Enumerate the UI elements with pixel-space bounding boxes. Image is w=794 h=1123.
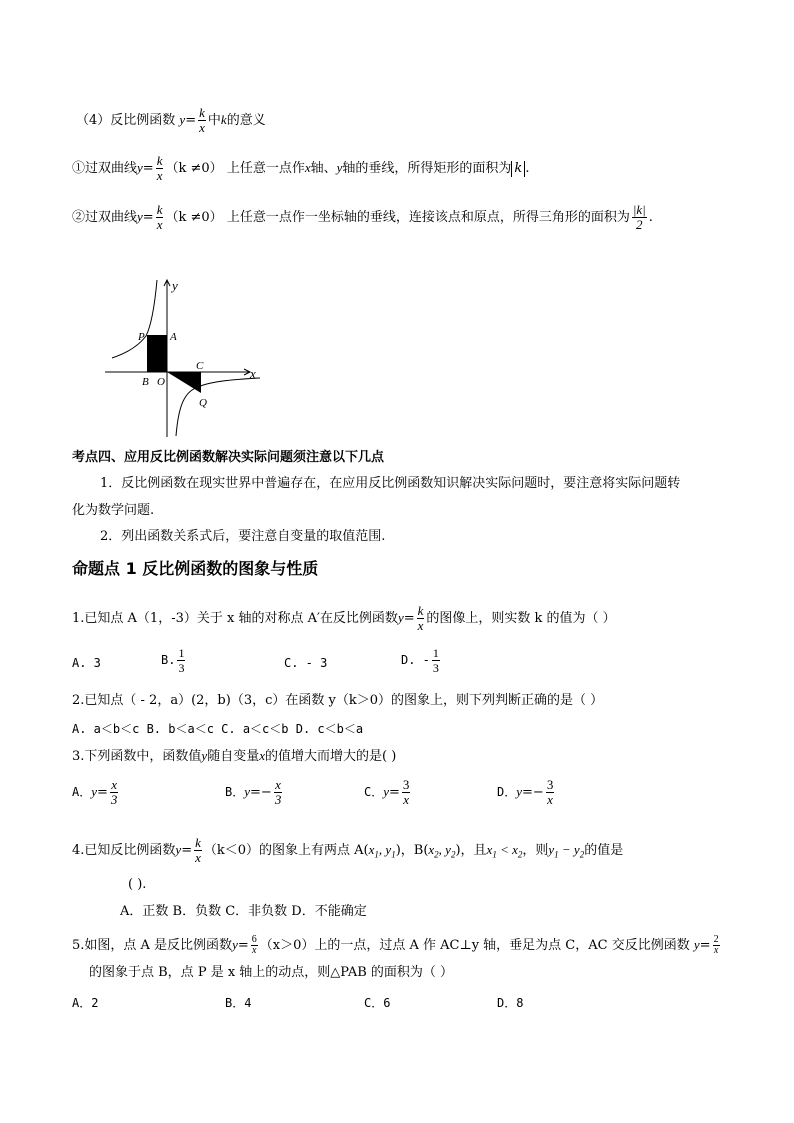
label-Q: Q: [199, 397, 207, 409]
fraction-k-over-x: [194, 836, 202, 865]
p2-pre: ②过双曲线: [72, 210, 138, 225]
opt-label: D．: [497, 785, 517, 799]
eq: =: [181, 843, 193, 858]
den: 2: [636, 217, 643, 232]
kp4-item-1a: 1．反比例函数在现实世界中普遍存在，在应用反比例函数知识解决实际问题时，要注意将实际问题转: [100, 476, 681, 491]
fraction: [177, 646, 185, 675]
question-1: [72, 604, 616, 633]
eq: =: [142, 161, 154, 176]
var-y: y: [232, 937, 238, 952]
fraction-absk-over-2: [632, 203, 647, 232]
q1-pre: 1.已知点 A（1，-3）关于 x 轴的对称点 A′在反比例函数: [72, 611, 398, 626]
den: 3: [274, 792, 282, 807]
q5-option-c[interactable]: C．6: [364, 996, 391, 1010]
num: 1: [178, 646, 185, 660]
fraction: [713, 935, 720, 956]
q3-option-c[interactable]: C．y= $\frac{3}{x}$: [364, 777, 410, 807]
fraction: [274, 778, 283, 807]
q1-option-c[interactable]: C. - 3: [284, 656, 328, 670]
q2-options[interactable]: A. a＜b＜c B. b＜a＜c C. a＜c＜b D. c＜b＜a: [72, 722, 364, 736]
p1-mid3: 轴的垂线，所得矩形的面积为: [342, 161, 512, 176]
s4-text: （4）反比例函数: [76, 113, 176, 128]
q5-option-d[interactable]: D．8: [497, 996, 524, 1010]
var-y: y: [137, 160, 143, 175]
den: x: [403, 792, 410, 807]
label-P: P: [138, 331, 145, 343]
s4-mid: 中: [207, 113, 221, 128]
var-x: x: [304, 160, 311, 175]
var-y: y: [244, 784, 251, 799]
den: x: [195, 850, 201, 865]
curve-lower-right: [176, 378, 260, 436]
fraction: [546, 778, 555, 807]
q4-mid: （k＜0）的图象上有两点 A(: [203, 843, 369, 858]
eq: =: [142, 210, 154, 225]
var-y: y: [175, 842, 182, 857]
label-A: A: [170, 331, 177, 343]
den: x: [156, 168, 163, 183]
kp4-item-2: 2．列出函数关系式后，要注意自变量的取值范围.: [100, 529, 386, 544]
num: k: [156, 153, 163, 168]
abs-k: k: [511, 161, 525, 177]
fraction-k-over-x: [198, 106, 206, 135]
triangle-shaded: [167, 372, 201, 393]
fraction: [110, 778, 119, 807]
var-y: y: [91, 784, 98, 799]
p2-end: .: [648, 210, 653, 225]
property-1: [72, 154, 529, 183]
num: k: [199, 105, 205, 120]
section-kp4-title: 考点四、应用反比例函数解决实际问题须注意以下几点: [72, 450, 385, 465]
q3-option-b[interactable]: B．y=− $\frac{x}{3}$: [225, 777, 282, 807]
den: 3: [432, 661, 439, 675]
q5-cond: （x＞0）上的一点，过点 A 作 AC⊥y 轴，垂足为点 C，AC 交反比例函数: [259, 938, 690, 953]
q3-pre: 3.下列函数中，函数值: [72, 749, 202, 764]
eq: =: [403, 611, 415, 626]
q4-end: 的值是: [584, 843, 624, 858]
proposition-title: 命题点 1 反比例函数的图象与性质: [72, 559, 319, 578]
p1-mid: 上任意一点作: [226, 161, 305, 176]
var-y: y: [137, 209, 143, 224]
fraction: [251, 935, 258, 956]
q4-blank: ( ).: [128, 877, 147, 892]
num: 3: [546, 777, 554, 792]
section-4-title: [76, 106, 266, 135]
question-2: 2.已知点（ - 2，a）(2，b)（3，c）在函数 y（k＞0）的图象上，则下列判断正确的是（ ）: [72, 693, 604, 708]
num: |k|: [632, 202, 646, 217]
fraction: [432, 646, 440, 675]
fraction: [402, 778, 411, 807]
p1-end: .: [525, 161, 530, 176]
q5-line2: 的图象于点 B，点 P 是 x 轴上的动点，则△PAB 的面积为（ ）: [89, 965, 454, 980]
q4-mid3: )，且: [455, 843, 487, 858]
label-O: O: [157, 376, 165, 388]
num: 3: [402, 777, 410, 792]
q3-mid: 随自变量: [207, 749, 260, 764]
num: k: [195, 835, 201, 850]
den: 3: [178, 661, 185, 675]
q5-pre: 5.如图，点 A 是反比例函数: [72, 938, 233, 953]
label-x: x: [250, 366, 256, 381]
p2-mid: 上任意一点作一坐标轴的垂线，连接该点和原点，所得三角形的面积为: [226, 210, 630, 225]
fraction-k-over-x: [156, 154, 164, 183]
p1-mid2: 轴、: [310, 161, 337, 176]
var-y: y: [179, 112, 186, 127]
q4-options[interactable]: A．正数 B．负数 C．非负数 D．不能确定: [120, 904, 367, 919]
var-y: y: [516, 784, 523, 799]
q1-post: 的图像上，则实数 k 的值为（ ）: [426, 611, 616, 626]
var-y: y: [693, 937, 700, 952]
q3-post: 的值增大而增大的是( ): [264, 749, 397, 764]
q5-option-a[interactable]: A．2: [72, 996, 99, 1010]
den: x: [547, 792, 553, 807]
var-y: y: [201, 748, 208, 763]
num: x: [111, 777, 118, 792]
var-x: x: [259, 748, 265, 763]
s4-end: 的意义: [226, 113, 266, 128]
num: k: [156, 202, 163, 217]
eq: =: [185, 113, 197, 128]
opt-label: B.: [161, 653, 176, 667]
opt-label: C．: [364, 785, 384, 799]
label-y: y: [172, 278, 178, 293]
opt-label: D. -: [401, 653, 430, 667]
q1-option-d[interactable]: [401, 646, 442, 675]
q4-pre: 4.已知反比例函数: [72, 843, 176, 858]
p1-cond: （k ≠0）: [165, 161, 223, 176]
q3-option-d[interactable]: D．y=− $\frac{3}{x}$: [497, 777, 554, 807]
den: 3: [110, 792, 118, 807]
q1-option-a[interactable]: A. 3: [72, 656, 101, 670]
num: k: [417, 603, 424, 618]
p2-cond: （k ≠0）: [165, 210, 223, 225]
var-y: y: [397, 610, 404, 625]
num: 1: [432, 646, 439, 660]
q4-post: ，则: [522, 843, 549, 858]
question-3: [72, 747, 396, 766]
label-C: C: [196, 360, 204, 372]
den: x: [713, 945, 719, 956]
hyperbola-graph: [100, 272, 280, 442]
fraction-k-over-x: [156, 203, 164, 232]
num: 6: [251, 934, 257, 945]
opt-label: A．: [72, 785, 92, 799]
q4-mid2: )，B(: [395, 843, 429, 858]
den: x: [417, 618, 424, 633]
q5-option-b[interactable]: B．4: [225, 996, 252, 1010]
q3-option-a[interactable]: A．y= $\frac{x}{3}$: [72, 777, 118, 807]
rectangle-shaded: [147, 335, 167, 372]
num: 2: [713, 934, 719, 945]
property-2: [72, 203, 653, 232]
question-5: 5.如图，点 A 是反比例函数y= $\frac{6}{x}$ （x＞0）上的一点，过点 A 作 AC⊥y 轴，垂足为点 C，AC 交反比例函数 y= $\frac{2}{x}$: [72, 934, 719, 956]
var-k: k: [220, 112, 227, 127]
den: x: [156, 217, 163, 232]
label-B: B: [142, 376, 149, 388]
q1-option-b[interactable]: [161, 646, 187, 675]
kp4-item-1b: 化为数学问题.: [72, 503, 155, 518]
p1-pre: ①过双曲线: [72, 161, 138, 176]
num: x: [275, 777, 281, 792]
var-y: y: [383, 784, 390, 799]
den: x: [199, 120, 205, 135]
opt-label: B．: [225, 785, 245, 799]
den: x: [252, 945, 257, 956]
question-4: 4.已知反比例函数y= $\frac{k}{x}$ （k＜0）的图象上有两点 $A(x_1$, $y_1$)，$B(x_2$, $y_2$)，且$x_1 < x_2$，则$y_1 - y_2$的值是: [72, 835, 624, 865]
var-y: y: [336, 160, 343, 175]
fraction-k-over-x: [417, 604, 425, 633]
